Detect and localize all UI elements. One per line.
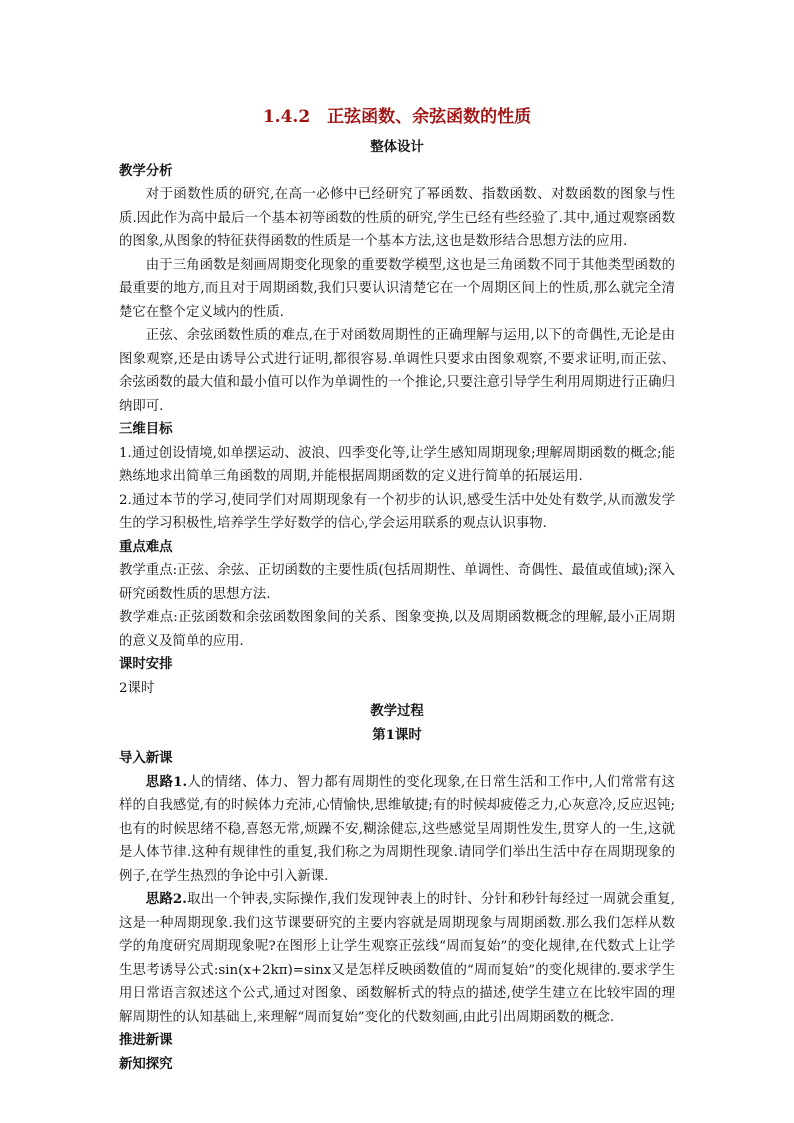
intro-heading: 导入新课: [119, 750, 173, 766]
idea-2-label: 思路2.: [145, 891, 187, 907]
advance-heading: 推进新课: [119, 1032, 173, 1048]
goal-item: 2.通过本节的学习,使同学们对周期现象有一个初步的认识,感受生活中处处有数学,从而激发学生的学习积极性,培养学生学好数学的信心,学会运用联系的观点认识事物.: [119, 492, 675, 531]
goals-heading: 三维目标: [119, 421, 173, 437]
idea-1-text: 人的情绪、体力、智力都有周期性的变化现象,在日常生活和工作中,人们常常有这样的自我感觉,有的时候体力充沛,心情愉快,思维敏捷;有的时候却疲倦乏力,心灰意冷,反应迟钝;也有的时候思绪不稳,喜怒无常,烦躁不安,糊涂健忘,这些感觉呈周期性发生,贯穿人的一生,这就是人体节律.这种有规律性的重复,我们称之为周期性现象.请同学们举出生活中存在周期现象的例子,在学生热烈的争论中引入新课.: [119, 774, 675, 884]
analysis-paragraph: 由于三角函数是刻画周期变化现象的重要数学模型,这也是三角函数不同于其他类型函数的最重要的地方,而且对于周期函数,我们只要认识清楚它在一个周期区间上的性质,那么就完全清楚它在整个定义域内的性质.: [119, 257, 675, 320]
schedule-text: 2课时: [119, 680, 155, 696]
goal-item: 1.通过创设情境,如单摆运动、波浪、四季变化等,让学生感知周期现象;理解周期函数的概念;能熟练地求出简单三角函数的周期,并能根据周期函数的定义进行简单的拓展运用.: [119, 445, 675, 484]
idea-1-paragraph: [119, 771, 675, 889]
analysis-paragraph: 正弦、余弦函数性质的难点,在于对函数周期性的正确理解与运用,以下的奇偶性,无论是由图象观察,还是由诱导公式进行证明,都很容易.单调性只要求由图象观察,不要求证明,而正弦、余弦函数的最大值和最小值可以作为单调性的一个推论,只要注意引导学生利用周期进行正确归纳即可.: [119, 328, 675, 414]
analysis-paragraph: 对于函数性质的研究,在高一必修中已经研究了幂函数、指数函数、对数函数的图象与性质.因此作为高中最后一个基本初等函数的性质的研究,学生已经有些经验了.其中,通过观察函数的图象,从图象的特征获得函数的性质是一个基本方法,这也是数形结合思想方法的应用.: [119, 187, 675, 249]
document-page: [119, 102, 675, 1076]
schedule-heading: 课时安排: [119, 656, 173, 672]
design-heading: 整体设计: [370, 139, 424, 155]
lesson-heading: 第1课时: [372, 726, 422, 743]
key-point-item: 教学重点:正弦、余弦、正切函数的主要性质(包括周期性、单调性、奇偶性、最值或值域);深入研究函数性质的思想方法.: [119, 563, 675, 602]
idea-2-paragraph: [119, 888, 675, 1029]
idea-2-text: 取出一个钟表,实际操作,我们发现钟表上的时针、分针和秒针每经过一周就会重复,这是一种周期现象.我们这节课要研究的主要内容就是周期现象与周期函数.那么我们怎样从数学的角度研究周期现象呢?在图形上让学生观察正弦线“周而复始”的变化规律,在代数式上让学生思考诱导公式:sin(x+2kπ)=sinx又是怎样反映函数值的“周而复始”的变化规律的.要求学生用日常语言叙述这个公式,通过对图象、函数解析式的特点的描述,使学生建立在比较牢固的理解周期性的认知基础上,来理解“周而复始”变化的代数刻画,由此引出周期函数的概念.: [119, 892, 675, 1025]
document-title: 1.4.2 正弦函数、余弦函数的性质: [262, 107, 532, 127]
process-heading: 教学过程: [370, 703, 424, 719]
analysis-heading: 教学分析: [119, 162, 173, 179]
idea-1-label: 思路1.: [145, 773, 188, 790]
key-point-item: 教学难点:正弦函数和余弦函数图象间的关系、图象变换,以及周期函数概念的理解,最小正周期的意义及简单的应用.: [119, 610, 675, 649]
explore-heading: 新知探究: [119, 1055, 173, 1072]
key-points-heading: 重点难点: [119, 538, 173, 555]
